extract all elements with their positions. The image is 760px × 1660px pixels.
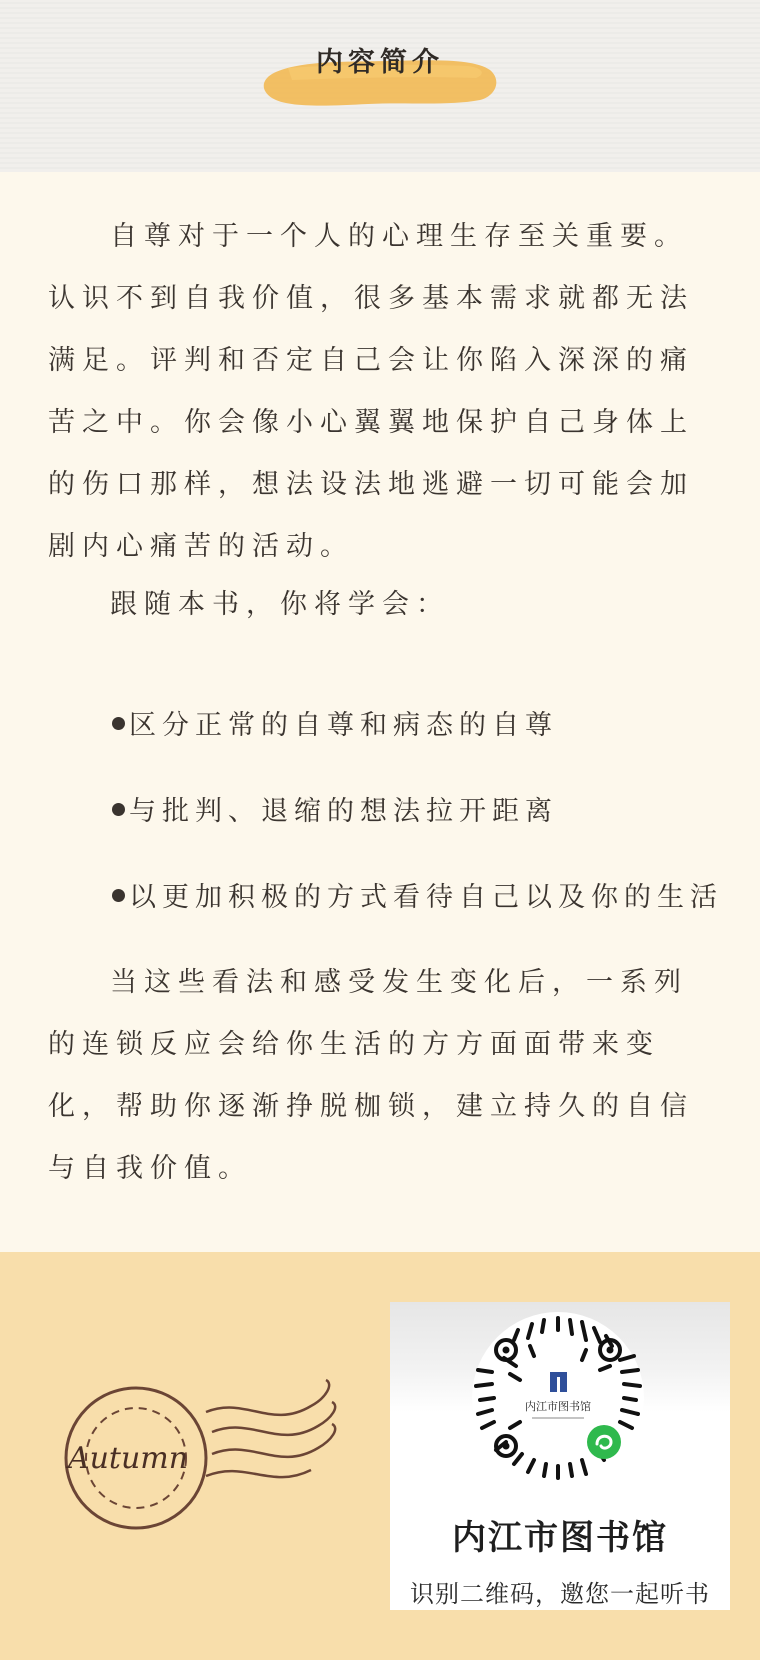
bullet-text: 以更加积极的方式看待自己以及你的生活 [129,882,723,913]
bullet-item [112,792,732,832]
bullet-dot-icon [112,717,125,730]
bullet-text: 与批判、退缩的想法拉开距离 [129,796,558,827]
intro-paragraph-3: 当这些看法和感受发生变化后，一系列的连锁反应会给你生活的方方面面带来变化，帮助你逐渐挣脱枷锁，建立持久的自信与自我价值。 [48,967,694,1184]
qr-caption: 识别二维码，邀您一起听书 [410,1580,710,1608]
autumn-postmark-icon [56,1360,356,1550]
bullet-text: 区分正常的自尊和病态的自尊 [129,710,558,741]
mini-program-code-icon[interactable] [470,1310,646,1486]
qr-logo-text: 内江市图书馆 [525,1400,591,1413]
bullet-item [112,706,732,746]
bullet-dot-icon [112,889,125,902]
section-title: 内容简介 [316,47,444,78]
intro-paragraph-1: 自尊对于一个人的心理生存至关重要。认识不到自我价值，很多基本需求就都无法满足。评判和否定自己会让你陷入深深的痛苦之中。你会像小心翼翼地保护自己身体上的伤口那样，想法设法地逃避一切可能会加剧内心痛苦的活动。 [48,221,694,562]
bullet-item [112,878,732,918]
stamp-text: Autumn [67,1441,189,1476]
bullet-dot-icon [112,803,125,816]
intro-paragraph-2: 跟随本书，你将学会： [110,589,450,620]
qr-code-card[interactable] [390,1302,730,1610]
library-name: 内江市图书馆 [452,1518,668,1558]
header [0,0,760,172]
